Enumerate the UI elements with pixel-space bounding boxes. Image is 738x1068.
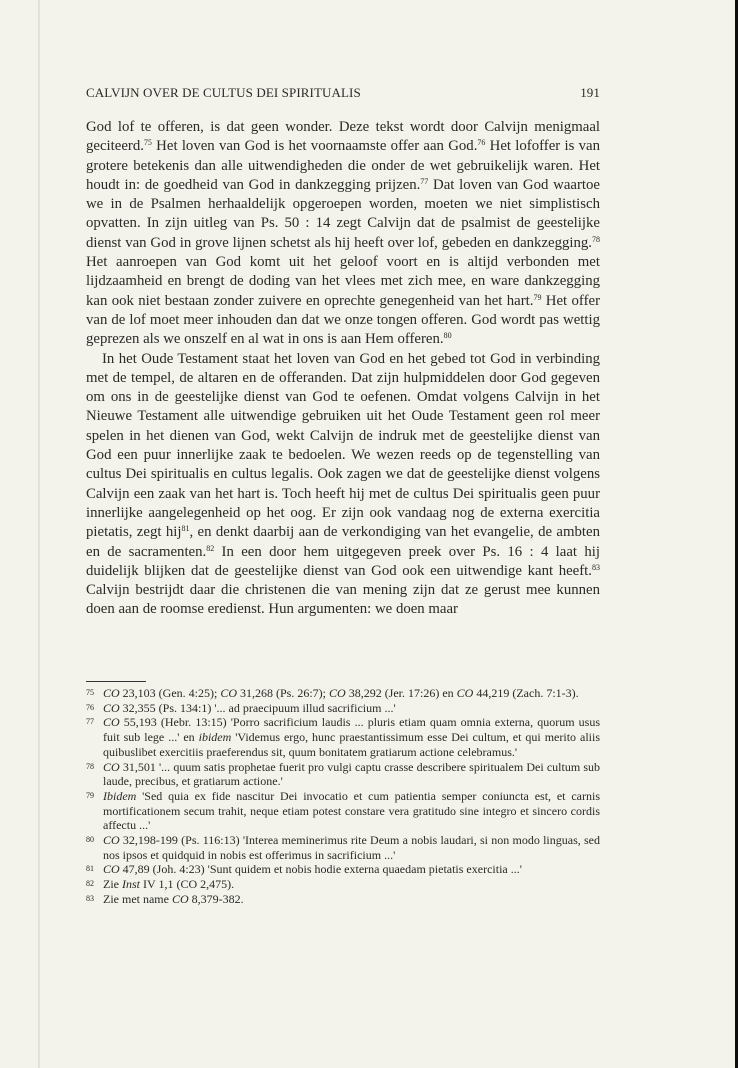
footnote-text: 8,379-382.	[188, 891, 244, 906]
footnote-text: CO	[103, 833, 120, 848]
footnote-text: 'Videmus ergo, hunc praestantissimum esse Dei cultum, et qui merito aliis quibuslibet exercitiis praeferendus sit, quum bonitatem gratiarum actione celebramus.'	[103, 730, 600, 759]
footnote-78	[86, 760, 600, 789]
text-segment: Dat loven van God waartoe we in de Psalmen herhaaldelijk opgeroepen worden, moeten we niet simplistisch opvatten. In zijn uitleg van Ps. 50 : 14 zegt Calvijn dat de psalmist de geestelijke dienst van God in grove lijnen schetst als hij heeft over lof, gebeden en dankzegging.	[86, 176, 600, 251]
footnote-text: 'Sed quia ex fide nascitur Dei invocatio et cum patientia semper coniuncta est, et carnis mortificationem secum trahit, neque etiam potest constare vera gratitudo sine integro et sincero cordis affectu ...'	[103, 788, 600, 833]
footnote-text: 38,292 (Jer. 17:26) en	[345, 686, 457, 700]
footnote-text: CO	[103, 759, 120, 774]
footnote-text: Zie	[103, 877, 122, 892]
footnote-76	[86, 701, 600, 716]
body-text	[86, 118, 600, 620]
footnote-text: 32,355 (Ps. 134:1) '... ad praecipuum illud sacrificium ...'	[119, 700, 396, 715]
text-segment: Het offer van de lof moet meer inhouden dan dat we onze tongen offeren. God wordt pas wettig geprezen als we onszelf en al wat in ons is aan Hem offeren.	[86, 292, 600, 348]
text-segment: In het Oude Testament staat het loven van God en het gebed tot God in verbinding met de tempel, de altaren en de offeranden. Dat zijn hulpmiddelen door God gegeven om ons in de geestelijke dienst van God te oefenen. Omdat volgens Calvijn in het Nieuwe Testament alle uitwendige gebruiken uit het Oude Testament geen rol meer spelen in het dienen van God, wekt Calvijn de indruk met de geestelijke dienst van God een puur innerlijke zaak te bedoelen. We wezen reeds op de tegenstelling van cultus Dei spiritualis en cultus legalis. Ook zagen we dat de geestelijke dienst volgens Calvijn een zaak van het hart is. Toch heeft hij met de cultus Dei spiritualis geen puur innerlijke aangelegenheid op het oog. Er zijn ook vandaag nog de externa exercitia pietatis, zegt hij	[86, 350, 600, 541]
text-segment: Het lofoffer is van grotere betekenis dan alle uitwendigheden die onder de wet gebruikelijk waren. Het houdt in: de goedheid van God in dankzegging prijzen.	[86, 138, 600, 193]
footnote-text: Inst	[122, 877, 140, 892]
footnote-ref-80: 80	[443, 331, 452, 341]
footnote-ref-75: 75	[143, 138, 152, 148]
text-segment: God lof te offeren, is dat geen wonder. Deze tekst wordt door Calvijn menigmaal geciteerd.	[86, 119, 600, 155]
text-segment: Calvijn bestrijdt daar die christenen die van mening zijn dat ze gerust mee kunnen doen aan de roomse eredienst. Hun argumenten: we doen maar	[86, 582, 600, 618]
footnotes	[86, 686, 600, 907]
footnote-77	[86, 715, 600, 759]
footnote-79	[86, 789, 600, 833]
footnote-text: 31,501 '... quum satis prophetae fuerit pro vulgi captu crasse describere spiritualem Dei cultum sub laude, precibus, et gratiarum actione.'	[103, 759, 600, 789]
footnote-ref-76: 76	[477, 138, 486, 148]
footnote-82	[86, 877, 600, 892]
footnote-text: CO	[103, 862, 120, 877]
footnote-text: ibidem	[198, 730, 232, 745]
footnote-number: 80	[86, 835, 94, 845]
running-header	[86, 85, 600, 105]
footnote-number: 79	[86, 790, 94, 800]
footnote-number: 77	[86, 717, 94, 727]
paragraph-2	[86, 350, 600, 620]
footnote-text: 31,268 (Ps. 26:7);	[237, 686, 330, 700]
footnote-text: 44,219 (Zach. 7:1-3).	[473, 686, 579, 700]
footnote-ref-82: 82	[206, 543, 215, 553]
paragraph-1	[86, 118, 600, 350]
text-segment: , en denkt daarbij aan de verkondiging van het evangelie, de ambten en de sacramenten.	[86, 524, 600, 560]
footnote-ref-78: 78	[592, 234, 600, 244]
footnote-number: 75	[86, 688, 94, 697]
footnote-75	[86, 686, 600, 701]
footnote-81	[86, 862, 600, 877]
footnote-number: 81	[86, 864, 94, 874]
footnote-text: CO	[103, 686, 120, 700]
footnote-separator	[86, 681, 146, 682]
footnote-text: Zie met name	[103, 891, 172, 906]
footnote-text: IV 1,1 (CO 2,475).	[140, 877, 235, 892]
footnote-ref-83: 83	[592, 562, 600, 572]
footnote-text: CO	[171, 891, 189, 906]
footnote-83	[86, 892, 600, 907]
footnote-text: Ibidem	[103, 788, 137, 803]
text-segment: In een door hem uitgegeven preek over Ps. 16 : 4 laat hij duidelijk blijken dat de geestelijke dienst van God ook een uitwendige kant heeft.	[86, 543, 600, 579]
footnote-text: CO	[329, 686, 346, 700]
footnote-number: 82	[86, 879, 94, 889]
footnote-text: CO	[103, 700, 120, 715]
text-segment: Het aanroepen van God komt uit het geloof voort en is altijd verbonden met lijdzaamheid en brengt de doding van het vlees met zich mee, en ware dankzegging kan ook niet bestaan zonder zuivere en oprechte genegenheid van het hart.	[86, 254, 600, 309]
running-title: CALVIJN OVER DE CULTUS DEI SPIRITUALIS	[86, 85, 361, 100]
footnote-text: CO	[456, 686, 474, 700]
footnote-text: 32,198-199 (Ps. 116:13) 'Interea meminerimus rite Deum a nobis laudari, si non modo linguas, sed nos ipsos et quidquid in nobis est offerimus in sacrificium ...'	[103, 833, 600, 862]
footnote-80	[86, 833, 600, 862]
text-segment: Het loven van God is het voornaamste offer aan God.	[151, 138, 478, 155]
footnote-text: 23,103 (Gen. 4:25);	[119, 686, 221, 700]
footnote-ref-81: 81	[181, 524, 190, 534]
footnote-text: 55,193 (Hebr. 13:15) 'Porro sacrificium laudis ... pluris etiam quam omnia externa, quorum usus fuit sub lege ...' en	[103, 715, 600, 745]
footnote-ref-77: 77	[420, 176, 429, 186]
page-number: 191	[580, 85, 600, 100]
page-edge-left	[38, 0, 40, 1068]
footnote-number: 76	[86, 702, 94, 712]
footnote-number: 83	[86, 893, 94, 903]
footnote-text: 47,89 (Joh. 4:23) 'Sunt quidem et nobis hodie externa quaedam pietatis exercitia ...'	[119, 862, 522, 877]
footnote-ref-79: 79	[533, 292, 542, 302]
footnote-text: CO	[220, 686, 237, 700]
footnote-number: 78	[86, 761, 94, 771]
footnote-text: CO	[103, 715, 120, 730]
